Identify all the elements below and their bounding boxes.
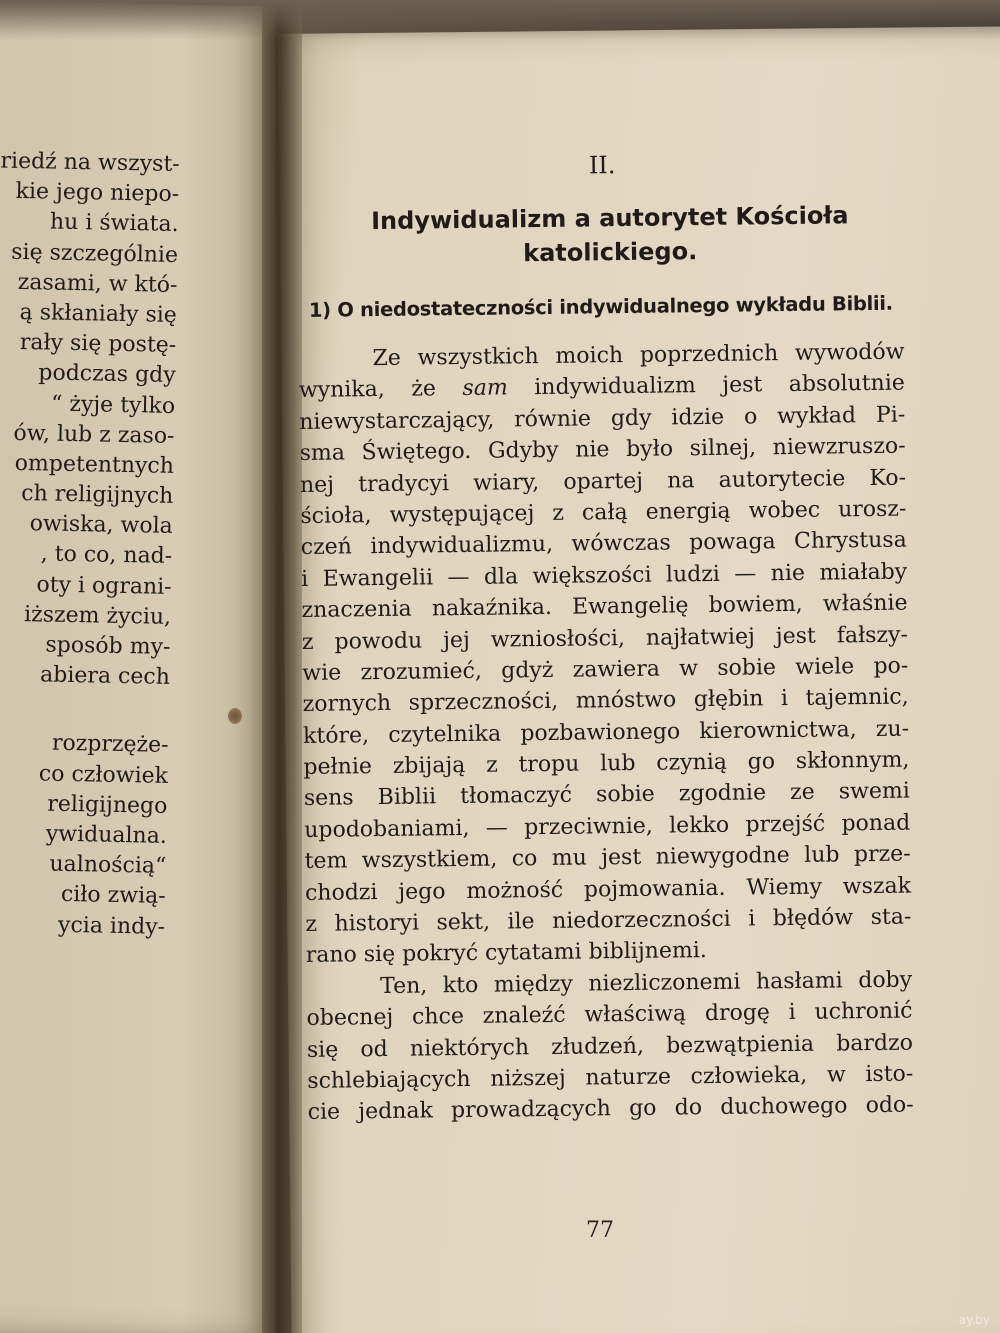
- left-page-line: owiska, wola: [29, 511, 174, 540]
- left-page-line: [0, 690, 170, 731]
- left-page-line: ompetentnych: [14, 450, 175, 479]
- left-page-line: rozprzęże-: [51, 731, 169, 759]
- text-run: znaczenia nakaźnika. Ewangelię bowiem, właśnie: [301, 590, 908, 624]
- left-page-line: ycia indy-: [57, 912, 166, 940]
- background-edge: [0, 0, 1000, 40]
- text-run: zornych sprzeczności, mnóstwo głębin i tajemnic,: [302, 684, 909, 718]
- left-page-line: , to co, nad-: [40, 541, 173, 570]
- text-run: z historyi sekt, ile niedorzeczności i błędów sta-: [305, 904, 912, 937]
- text-line: schlebiających niższej naturze człowieka, w isto-: [307, 1061, 914, 1094]
- text-run: z powodu jej wzniosłości, najłatwiej jest fałszy-: [301, 622, 909, 655]
- watermark: ay.by: [958, 1313, 990, 1327]
- text-run: wynika, że: [298, 376, 463, 404]
- text-run: indywidualizm jest absolutnie: [507, 370, 905, 401]
- page-number: 77: [586, 1218, 614, 1243]
- section-title: 1) O niedostateczności indywidualnego wykładu Biblii.: [308, 291, 893, 322]
- left-page-line: riedź na wszyst-: [0, 148, 180, 177]
- right-page-text: [296, 148, 914, 1129]
- text-run: Ze wszystkich moich poprzednich wywodów: [372, 339, 905, 372]
- text-run: wie zrozumieć, gdyż zawiera w sobie wiele po-: [302, 653, 909, 686]
- text-run: ścioła, występującej z całą energią wobec urosz-: [300, 496, 907, 529]
- chapter-title: [297, 198, 904, 273]
- left-page-line: co człowiek: [38, 760, 169, 789]
- paragraph-1: [298, 337, 912, 972]
- text-run: i Ewangelii — dla większości ludzi — nie miałaby: [301, 559, 908, 592]
- text-run: sma Świętego. Gdyby nie było silnej, niewzruszo-: [299, 433, 906, 467]
- left-page-line: kie jego niepo-: [15, 179, 180, 208]
- text-run: upodobaniami, — przeciwnie, lekko przejść ponad: [304, 810, 911, 843]
- text-run: sens Biblii tłomaczyć sobie zgodnie ze swemi: [303, 779, 910, 812]
- left-page-line: zasami, w któ-: [17, 269, 178, 298]
- chapter-title-line: Indywidualizm a autorytet Kościoła: [370, 201, 849, 236]
- paragraph-2: [306, 964, 914, 1128]
- text-run: które, czytelnika pozbawionego kierownictwa, zu-: [302, 716, 910, 749]
- text-run: niewystarczający, równie gdy idzie o wykład Pi-: [299, 402, 906, 435]
- left-page-line: “ żyje tylko: [50, 391, 176, 419]
- text-run: chodzi jego możność pojmowania. Wiemy wszak: [304, 873, 912, 906]
- left-page-line: się szczególnie: [11, 239, 179, 268]
- left-page-line: rały się postę-: [19, 330, 177, 359]
- text-line: cie jednak prowadzących go do duchowego odo-: [307, 1092, 914, 1126]
- paper-stain: [228, 708, 242, 724]
- text-run: nej tradycyi wiary, opartej na autorytecie Ko-: [299, 465, 907, 498]
- text-run: tem wszystkiem, co mu jest niewygodne lub prze-: [304, 841, 911, 875]
- left-page-text: [0, 147, 180, 943]
- left-page-line: ch religijnych: [21, 481, 174, 509]
- text-run: czeń indywidualizmu, wówczas powaga Chrystusa: [300, 527, 907, 561]
- left-page-line: abiera cech: [39, 662, 171, 691]
- chapter-number: II.: [588, 151, 616, 180]
- chapter-title-line: katolickiego.: [523, 237, 698, 268]
- left-page-line: ów, lub z zaso-: [13, 420, 175, 449]
- left-page-line: ywidualna.: [45, 821, 168, 849]
- left-page-line: hu i świata.: [49, 209, 179, 238]
- left-page-line: ą skłaniały się: [19, 299, 178, 328]
- left-page-line: ualnością“: [49, 851, 167, 879]
- text-line: się od niektórych złudzeń, bezwątpienia bardzo: [306, 1030, 914, 1063]
- left-page-line: oty i ograni-: [36, 571, 172, 600]
- left-page-line: sposób my-: [45, 632, 171, 660]
- text-run: pełnie zbijają z tropu lub czynią go skłonnym,: [303, 747, 910, 781]
- text-line: Ten, kto między niezliczonemi hasłami doby: [380, 967, 913, 999]
- text-line: obecnej chce znaleźć właściwą drogę i uchronić: [306, 998, 913, 1032]
- left-page-line: religijnego: [47, 791, 168, 819]
- left-page-line: iższem życiu,: [23, 601, 172, 630]
- text-run: rano się pokryć cytatami biblijnemi.: [305, 938, 707, 969]
- left-page-line: podczas gdy: [38, 360, 176, 389]
- italic-word: sam: [462, 375, 508, 402]
- left-page-line: ciło zwią-: [60, 882, 166, 910]
